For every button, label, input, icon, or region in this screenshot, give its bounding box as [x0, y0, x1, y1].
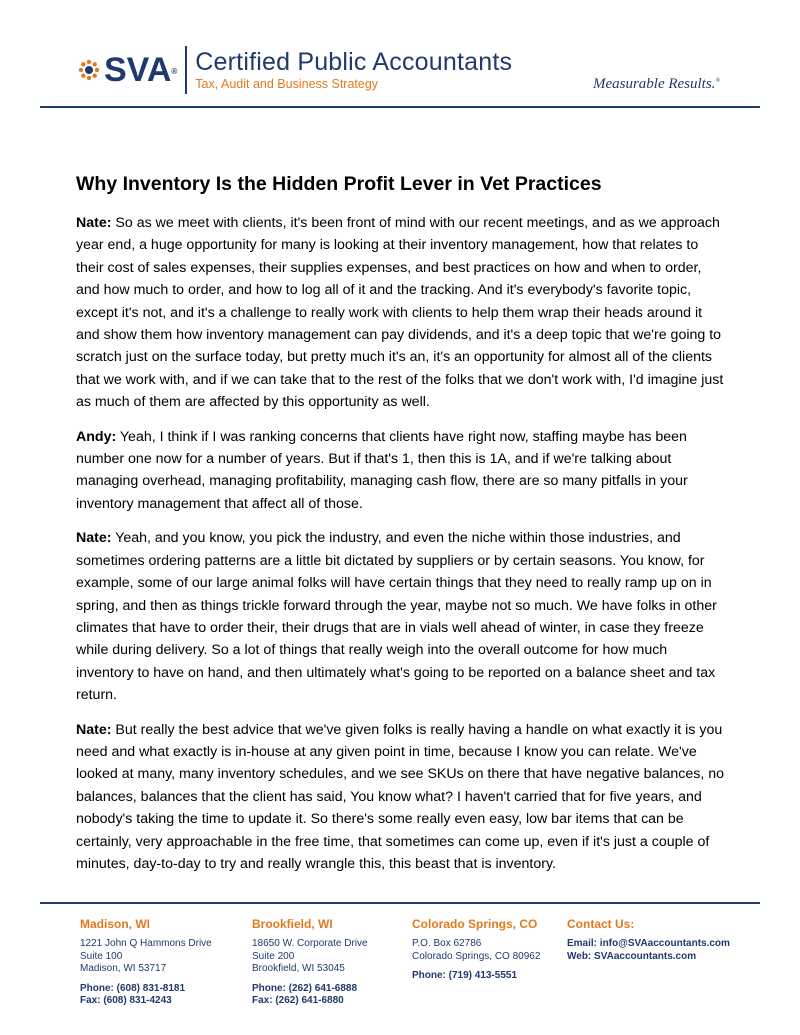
logo-wordmark: SVA®	[104, 51, 178, 89]
office-brookfield	[252, 916, 368, 1008]
sva-logo	[78, 46, 512, 94]
address-line: Suite 200	[252, 950, 295, 962]
office-city: Colorado Springs, CO	[412, 917, 538, 931]
address-line: Madison, WI 53717	[80, 963, 167, 974]
contact-us	[567, 916, 730, 963]
office-fax: Fax: (608) 831-4243	[80, 995, 172, 1006]
paragraph-text: Yeah, and you know, you pick the industry, and even the niche within those industries, and sometimes ordering patterns are a little bit dictated by suppliers or by certain seasons. You know, for example, some of our large animal folks will have certain things that they need to really ramp up on in spring, and then as things trickle forward through the year, maybe not so much. We have folks in other climates that have to order their, their drugs that are in vials well ahead of winter, in case they freeze while during delivery. So a lot of things that really weigh into the overall outcome for how much inventory to have on hand, and then ultimately what's going to be reported on a balance sheet and tax return.	[76, 530, 717, 704]
document-title: Why Inventory Is the Hidden Profit Lever in Vet Practices	[76, 173, 602, 195]
transcript-paragraph	[76, 212, 726, 414]
speaker-name: Andy:	[76, 428, 117, 445]
header-rule	[40, 106, 760, 108]
office-city: Brookfield, WI	[252, 917, 333, 931]
contact-web-link[interactable]: Web: SVAaccountants.com	[567, 950, 697, 962]
office-colorado-springs	[412, 916, 540, 983]
office-city: Madison, WI	[80, 917, 150, 931]
firm-title: Certified Public Accountants	[195, 48, 513, 76]
transcript-paragraph	[76, 426, 726, 516]
footer-rule	[40, 902, 760, 904]
sva-flower-icon	[78, 59, 100, 81]
address-line: Colorado Springs, CO 80962	[412, 950, 541, 962]
address-line: Brookfield, WI 53045	[252, 963, 345, 974]
paragraph-text: Yeah, I think if I was ranking concerns that clients have right now, staffing maybe has been number one now for a number of years. But if that's 1, then this is 1A, and if we're talking about managing overhead, managing profitability, managing cash flow, there are so many pitfalls in your inventory management that affect all of those.	[76, 428, 688, 512]
office-phone: Phone: (608) 831-8181	[80, 982, 186, 994]
office-fax: Fax: (262) 641-6880	[252, 995, 344, 1006]
paragraph-text: So as we meet with clients, it's been front of mind with our recent meetings, and as we approach year end, a huge opportunity for many is looking at their inventory management, how that relates to their cost of sales expenses, their supplies expenses, and best practices on how and when to order, and how much to order, and how to log all of it and the tracking. And it's everybody's favorite topic, except it's not, and it's a challenge to really work with clients to help them wrap their heads around it and show them how inventory management can pay dividends, and it's a deep topic that we're going to scratch just on the surface today, but pretty much it's an, it's an opportunity for almost all of the clients that we work with, and if we can take that to the rest of the folks that we don't work with, I'd imagine just as much of them are affected by this opportunity as well.	[76, 215, 724, 411]
speaker-name: Nate:	[76, 721, 112, 738]
trademark-mark: ®	[171, 67, 178, 76]
office-madison	[80, 916, 212, 1008]
address-line: Suite 100	[80, 950, 123, 962]
speaker-name: Nate:	[76, 530, 112, 547]
address-line: P.O. Box 62786	[412, 938, 482, 949]
transcript-paragraph	[76, 527, 726, 706]
logo-divider	[185, 46, 187, 94]
paragraph-text: But really the best advice that we've given folks is really having a handle on what exactly it is you need and what exactly is in-house at any given point in time, because I know you can relate. We've looked at many, many inventory schedules, and we see SKUs on there that have negative balances, no balances, balances that the client has said, You know what? I haven't carried that for five years, and nobody's taking the time to update it. So there's some really even easy, low bar items that can be certainly, very approachable in the free time, that sometimes can come up, even if it's just a couple of minutes, day-to-day to try and really wrangle this, this beast that is inventory.	[76, 721, 725, 872]
document-body	[76, 170, 726, 887]
office-phone: Phone: (719) 413-5551	[412, 970, 518, 981]
address-line: 18650 W. Corporate Drive	[252, 938, 368, 949]
contact-email-link[interactable]: Email: info@SVAaccountants.com	[567, 938, 730, 949]
speaker-name: Nate:	[76, 215, 112, 231]
letterhead	[0, 0, 800, 110]
office-phone: Phone: (262) 641-6888	[252, 982, 358, 994]
address-line: 1221 John Q Hammons Drive	[80, 938, 212, 949]
firm-subtitle: Tax, Audit and Business Strategy	[195, 77, 379, 91]
tagline: Measurable Results.®	[592, 76, 720, 92]
transcript-paragraph	[76, 719, 726, 876]
contact-title: Contact Us:	[567, 917, 635, 931]
